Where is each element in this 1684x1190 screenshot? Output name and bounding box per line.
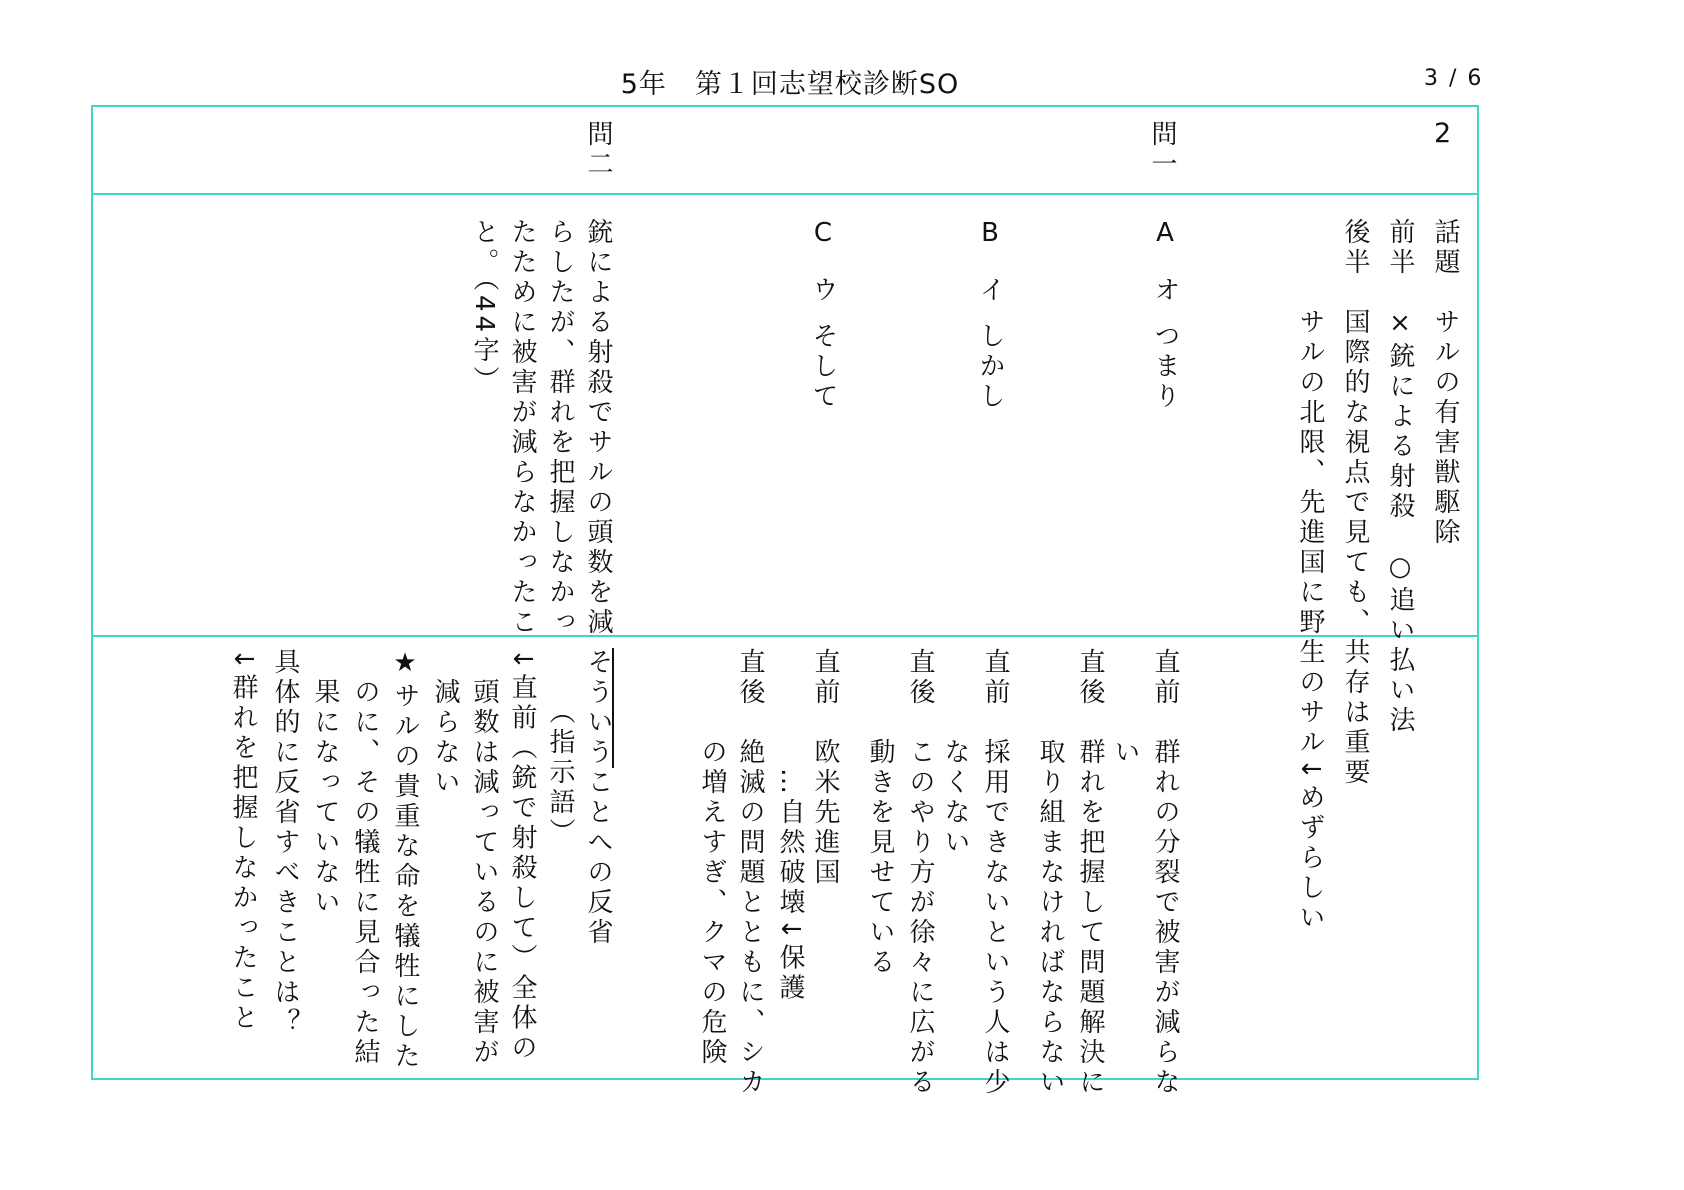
q2-note: ★サルの貴重な命を犠牲にした	[390, 648, 420, 1072]
answer-c-word: そして	[808, 322, 838, 412]
c-after-note-cont: の増えすぎ、クマの危険	[697, 738, 727, 1068]
b-before-note-cont: なくない	[940, 738, 970, 858]
q2-note: ↓直前（銃で射殺して）全体の	[507, 648, 537, 1064]
answer-b-letter: B	[975, 218, 1005, 252]
topic: 話題 サルの有害獣駆除	[1430, 218, 1460, 548]
c-before-note: 直前 欧米先進国	[810, 648, 840, 888]
answer-a-letter: A	[1150, 218, 1180, 252]
q2-answer-line: と。（44字）	[469, 218, 499, 397]
answer-b-choice: イ	[975, 276, 1005, 306]
page-number: 3 / 6	[1424, 66, 1484, 91]
q2-note: 果になっていない	[310, 678, 340, 918]
q2-answer-line: らしたが、群れを把握しなかっ	[545, 218, 575, 638]
a-before-note: 直前 群れの分裂で被害が減らな	[1150, 648, 1180, 1098]
page-title: 5年 第１回志望校診断SO	[620, 69, 960, 100]
second-half: 後半 国際的な視点で見ても、共存は重要	[1340, 218, 1370, 788]
a-after-note-cont: 取り組まなければならない	[1035, 738, 1065, 1098]
underlined-demonstrative: そういう	[583, 648, 613, 768]
c-after-note: 直後 絶滅の問題とともに、シカ	[735, 648, 765, 1098]
divider-middle	[91, 635, 1477, 637]
q2-note: （指示語）	[545, 698, 575, 848]
divider-header	[91, 193, 1477, 195]
question-number: 2	[1434, 118, 1452, 149]
q2-note: 頭数は減っているのに被害が	[469, 678, 499, 1068]
q2-answer-line: 銃による射殺でサルの頭数を減	[583, 218, 613, 638]
a-after-note: 直後 群れを把握して問題解決に	[1075, 648, 1105, 1098]
answer-a-choice: オ	[1150, 276, 1180, 306]
answer-b-word: しかし	[975, 322, 1005, 412]
answer-c-choice: ウ	[808, 276, 838, 306]
answer-c-letter: C	[808, 218, 838, 252]
a-before-note-cont: い	[1110, 738, 1140, 768]
q2-answer-line: たために被害が減らなかったこ	[507, 218, 537, 638]
q2-label: 問二	[583, 120, 613, 180]
q1-label: 問一	[1147, 120, 1177, 180]
q2-note: のに、その犠牲に見合った結	[350, 678, 380, 1068]
b-after-note: 直後 このやり方が徐々に広がる	[905, 648, 935, 1098]
q2-note: ↓群れを把握しなかったこと	[228, 648, 258, 1034]
b-before-note: 直前 採用できないという人は少	[980, 648, 1010, 1098]
q2-note-heading	[583, 648, 613, 948]
q2-note: 具体的に反省すべきことは？	[270, 648, 300, 1038]
second-half-note: サルの北限、先進国に野生のサル↓めずらしい	[1295, 308, 1325, 934]
q2-note: 減らない	[430, 678, 460, 798]
q2-note-heading-rest: ことへの反省	[583, 768, 613, 948]
answer-a-word: つまり	[1150, 322, 1180, 412]
b-after-note-cont: 動きを見せている	[865, 738, 895, 978]
first-half: 前半 ×銃による射殺 ○追い払い法	[1385, 218, 1415, 736]
c-before-note-cont: …自然破壊↓保護	[775, 768, 805, 1004]
